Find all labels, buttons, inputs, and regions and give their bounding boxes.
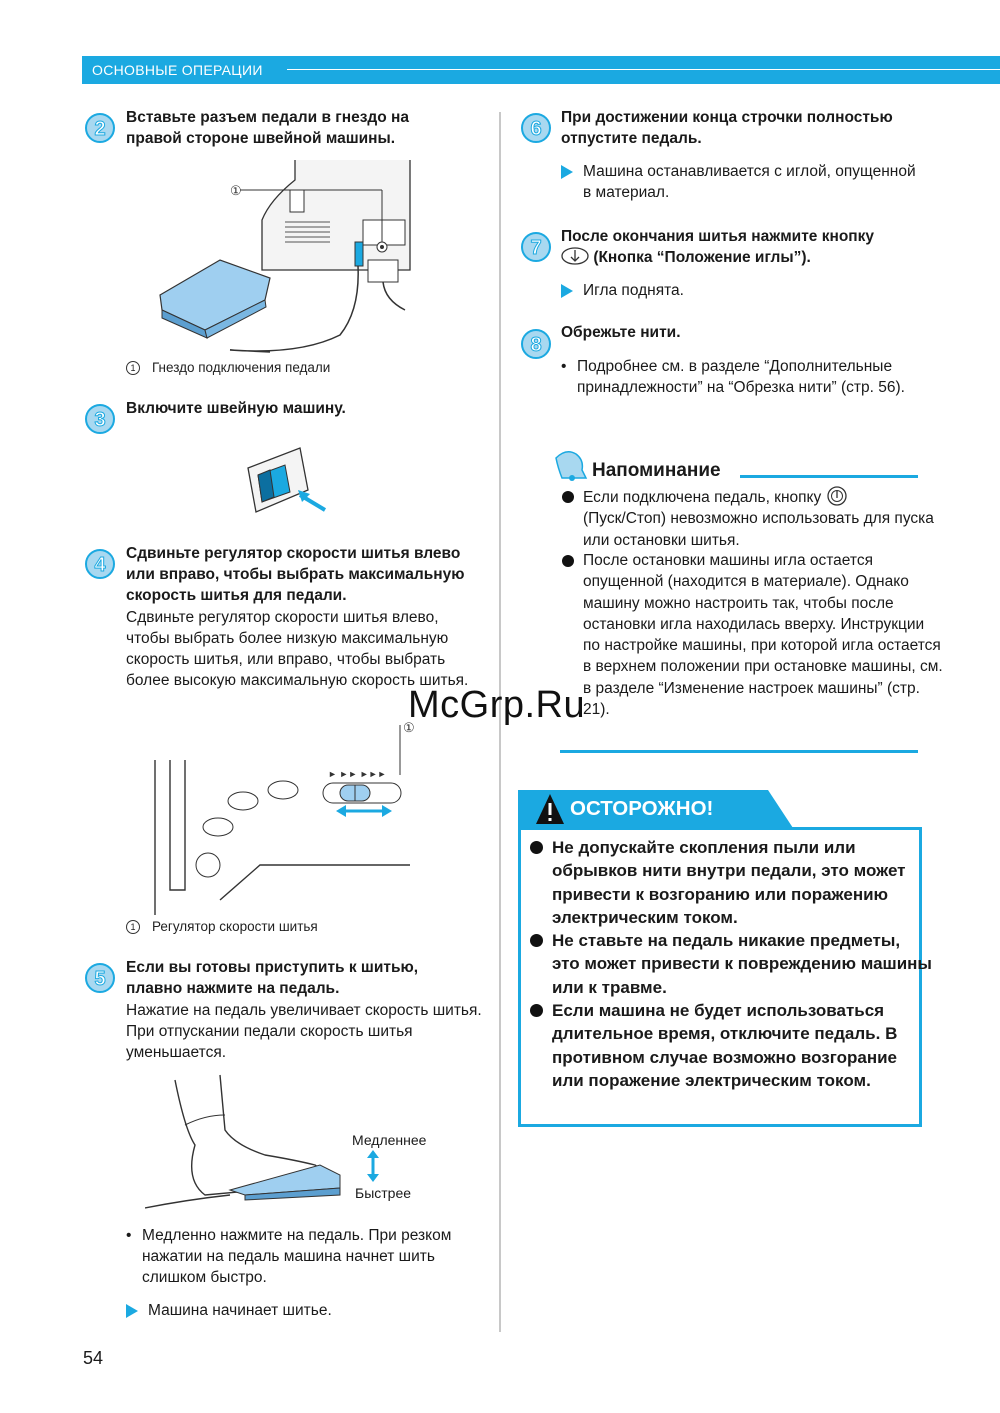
slower-label: Медленнее xyxy=(352,1132,427,1148)
step-5-note-text: Медленно нажмите на педаль. При резком нажатии на педаль машина начнет шить слишком быстро. xyxy=(142,1227,452,1286)
step-6-number-icon xyxy=(520,112,552,144)
step-4-caption xyxy=(126,919,318,934)
up-down-arrow-icon xyxy=(366,1150,380,1182)
svg-text:①: ① xyxy=(403,720,415,735)
result-arrow-icon xyxy=(561,284,573,298)
header-rule xyxy=(287,69,1000,70)
step-8-number-icon xyxy=(520,328,552,360)
svg-text:8: 8 xyxy=(530,334,542,356)
step-7-number-icon xyxy=(520,231,552,263)
svg-text:► ►► ►►►: ► ►► ►►► xyxy=(328,769,387,779)
memo-item-1-text-a: Если подключена педаль, кнопку xyxy=(583,489,822,506)
section-header-bar xyxy=(82,56,1000,84)
caution-item-3 xyxy=(530,999,932,1092)
svg-text:7: 7 xyxy=(530,237,542,259)
start-stop-button-icon xyxy=(826,486,848,506)
svg-text:4: 4 xyxy=(94,554,106,576)
memo-bell-icon xyxy=(552,448,588,482)
caution-item-1-text: Не допускайте скопления пыли или обрывков нити внутри педали, это может привести к возгоранию или поражению электрическим током. xyxy=(552,838,906,927)
memo-item-1 xyxy=(562,486,943,551)
memo-title: Напоминание xyxy=(592,460,721,481)
caution-title: ОСТОРОЖНО! xyxy=(570,797,714,820)
step-6-result-text: Машина останавливается с иглой, опущенной в материал. xyxy=(583,163,916,201)
step-3-title: Включите швейную машину. xyxy=(126,400,346,417)
svg-text:6: 6 xyxy=(530,118,542,140)
svg-text:2: 2 xyxy=(94,118,106,140)
step-7-result-text: Игла поднята. xyxy=(583,282,684,299)
memo-item-2-text: После остановки машины игла остается опущенной (находится в материале). Однако машину можно настроить так, чтобы после остановки игла находилась вверху. Инструкции по настройке машины, при которой игла остается в верхнем положении при остановке машины, см. в разделе “Изменение настроек машины” (стр. 21). xyxy=(583,552,943,719)
result-arrow-icon xyxy=(126,1304,138,1318)
step-4-caption-text: Регулятор скорости шитья xyxy=(152,919,318,934)
svg-text:①: ① xyxy=(230,183,242,198)
caution-item-3-text: Если машина не будет использоваться длительное время, отключите педаль. В противном случае возможно возгорание или поражение электрическим током. xyxy=(552,1001,898,1090)
step-6-result xyxy=(561,161,923,203)
bullet-dot-icon xyxy=(562,491,574,503)
step-8-note xyxy=(561,356,917,398)
needle-position-button-icon xyxy=(561,247,589,265)
step-5-body: Нажатие на педаль увеличивает скорость шитья. При отпускании педали скорость шитья уменьшается. xyxy=(126,1002,482,1061)
bullet-dot-icon: • xyxy=(126,1227,132,1244)
memo-top-rule xyxy=(740,475,918,478)
step-5-note xyxy=(126,1225,472,1288)
step-7-title-part-b: (Кнопка “Положение иглы”). xyxy=(593,249,811,266)
step-7-title xyxy=(561,226,931,268)
step-8-note-text: Подробнее см. в разделе “Дополнительные принадлежности” на “Обрезка нити” (стр. 56). xyxy=(577,358,905,396)
step-4-body: Сдвиньте регулятор скорости шитья влево, чтобы выбрать более низкую максимальную скорость шитья, или вправо, чтобы выбрать более высокую максимальную скорость шитья. xyxy=(126,609,469,689)
page-number: 54 xyxy=(83,1348,104,1368)
memo-item-2 xyxy=(562,550,943,720)
caption-marker-icon: 1 xyxy=(126,920,140,934)
step-5-result-text: Машина начинает шитье. xyxy=(148,1302,332,1319)
power-switch-illustration xyxy=(240,440,340,520)
step-7-title-part-a: После окончания шитья нажмите кнопку xyxy=(561,228,875,245)
svg-text:5: 5 xyxy=(94,968,106,990)
step-5-title: Если вы готовы приступить к шитью, плавно нажмите на педаль. xyxy=(126,959,419,997)
step-2-number-icon xyxy=(84,112,116,144)
bullet-dot-icon xyxy=(530,841,543,854)
foot-controller-connection-illustration xyxy=(150,160,420,360)
step-2-title: Вставьте разъем педали в гнездо на правой стороне швейной машины. xyxy=(126,109,410,147)
step-7-result xyxy=(561,280,923,301)
caution-item-2 xyxy=(530,929,932,999)
speed-control-slider-illustration xyxy=(150,715,430,915)
result-arrow-icon xyxy=(561,165,573,179)
memo-bottom-rule xyxy=(560,750,918,753)
foot-pressing-pedal-illustration xyxy=(145,1070,355,1210)
memo-item-1-text-b: (Пуск/Стоп) невозможно использовать для пуска или остановки шитья. xyxy=(583,510,934,549)
step-4-title: Сдвиньте регулятор скорости шитья влево или вправо, чтобы выбрать максимальную скорость шитья для педали. xyxy=(126,545,465,604)
step-8-title: Обрежьте нити. xyxy=(561,324,681,341)
bullet-dot-icon xyxy=(530,934,543,947)
watermark: McGrp.Ru xyxy=(408,684,586,726)
faster-label: Быстрее xyxy=(355,1185,412,1201)
step-4-number-icon xyxy=(84,548,116,580)
bullet-dot-icon xyxy=(530,1004,543,1017)
caution-item-2-text: Не ставьте на педаль никакие предметы, это может привести к повреждению машины или к травме. xyxy=(552,931,932,997)
step-6-title: При достижении конца строчки полностью отпустите педаль. xyxy=(561,109,893,147)
step-2-caption xyxy=(126,360,330,375)
svg-text:3: 3 xyxy=(94,409,106,431)
step-3-number-icon xyxy=(84,403,116,435)
step-2-caption-text: Гнездо подключения педали xyxy=(152,360,331,375)
bullet-dot-icon: • xyxy=(561,358,567,375)
bullet-dot-icon xyxy=(562,555,574,567)
caption-marker-icon: 1 xyxy=(126,361,140,375)
step-5-number-icon xyxy=(84,962,116,994)
section-title: ОСНОВНЫЕ ОПЕРАЦИИ xyxy=(92,62,263,78)
step-5-result xyxy=(126,1300,478,1321)
caution-item-1 xyxy=(530,836,932,929)
